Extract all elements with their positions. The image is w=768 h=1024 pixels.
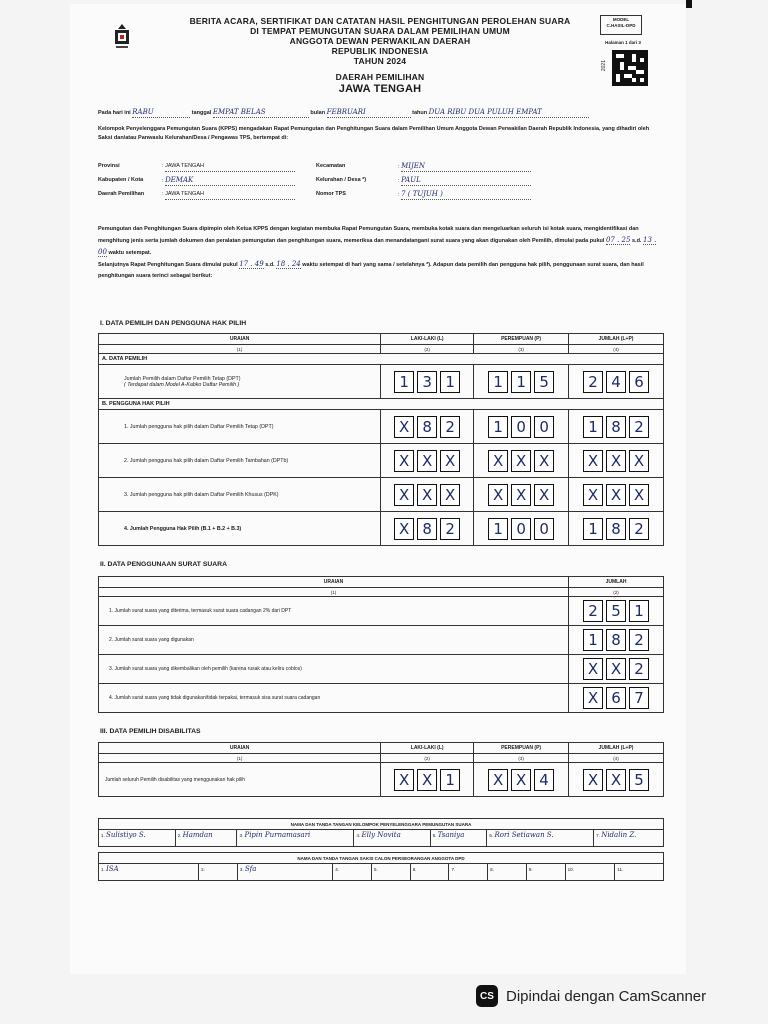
col-header: JUMLAH (L+P) xyxy=(569,334,664,345)
digit-cell[interactable]: 1 xyxy=(440,769,460,791)
tahun-label: tahun xyxy=(412,110,428,116)
section1-title: I. DATA PEMILIH DAN PENGGUNA HAK PILIH xyxy=(100,320,247,327)
slot-number: 6. xyxy=(412,867,417,872)
col-number: (2) xyxy=(569,588,664,597)
bulan-label: bulan xyxy=(310,110,326,116)
kpps-signature-title: NAMA DAN TANDA TANGAN KELOMPOK PENYELENGGARA PEMUNGUTAN SUARA xyxy=(99,819,664,830)
digit-cell[interactable]: X xyxy=(440,484,460,506)
digit-cell[interactable]: 2 xyxy=(440,416,460,438)
row-b1-label: 1. Jumlah pengguna hak pilih dalam Daftar Pemilih Tetap (DPT) xyxy=(99,410,381,444)
disabilitas-label: Jumlah seluruh Pemilih disabilitas yang menggunakan hak pilih xyxy=(99,763,381,797)
kpps-signature: Tsaniya xyxy=(437,831,465,839)
b3-l-cells xyxy=(384,484,470,506)
digit-cell[interactable]: X xyxy=(606,484,626,506)
dapil-field[interactable]: JAWA TENGAH xyxy=(165,190,295,200)
procedure-text-1: Pemungutan dan Penghitungan Suara dipimpin oleh Ketua KPPS dengan kegiatan membuka Rapat Pemungutan Suara, membuka kotak suara dan mengeluarkan seluruh isi kotak suara, mengidentifikasi dan menghitung jenis serta jumlah dokumen dan peralatan pemungutan dan penghitungan suara, memeriksa dan menandatangani surat suara yang akan digunakan oleh Pemilih, dimulai pada pukul xyxy=(98,226,639,244)
saksi-signature: ISA xyxy=(106,865,119,873)
saksi-signature-slot[interactable] xyxy=(615,864,664,881)
digit-cell[interactable]: X xyxy=(417,769,437,791)
section3-table xyxy=(98,742,664,797)
col-number: (2) xyxy=(381,345,474,354)
procedure-paragraph xyxy=(98,224,658,282)
digit-cell[interactable]: X xyxy=(606,450,626,472)
section2-title: II. DATA PENGGUNAAN SURAT SUARA xyxy=(100,561,227,568)
kecamatan-field[interactable]: MIJEN xyxy=(401,162,531,172)
intro-paragraph: Kelompok Penyelenggara Pemungutan Suara (KPPS) mengadakan Rapat Pemungutan dan Penghitungan Suara dalam Pemilihan Umum Anggota Dewan Perwakilan Daerah Republik Indonesia, yang dihadiri oleh Saksi dan/atau Panwaslu Kelurahan/Desa / Pengawas TPS, bertempat di: xyxy=(98,126,650,141)
saksi-signature: Sfa xyxy=(244,865,257,873)
digit-cell[interactable]: 2 xyxy=(629,629,649,651)
digit-cell[interactable]: 0 xyxy=(511,416,531,438)
slot-number: 9. xyxy=(528,867,533,872)
digit-cell[interactable]: X xyxy=(488,450,508,472)
model-code: C.HASIL-DPD xyxy=(606,23,636,28)
slot-number: 7. xyxy=(596,833,600,838)
disabilitas-p-cells xyxy=(477,769,565,791)
row-dpt-line2: ( Terdapat dalam Model A-Kabko Daftar Pemilih ) xyxy=(124,381,240,388)
kpps-signature: Pipin Purnamasari xyxy=(244,831,311,839)
digit-cell[interactable]: X xyxy=(488,769,508,791)
model-line: MODEL xyxy=(612,17,630,22)
digit-cell[interactable]: X xyxy=(534,484,554,506)
title-line: ANGGOTA DEWAN PERWAKILAN DAERAH xyxy=(289,36,471,46)
slot-number: 5. xyxy=(432,833,437,838)
digit-cell[interactable]: X xyxy=(583,769,603,791)
kpps-signature-slot[interactable] xyxy=(99,830,176,847)
digit-cell[interactable]: X xyxy=(629,484,649,506)
digit-cell[interactable]: 6 xyxy=(629,371,649,393)
digit-cell[interactable]: 1 xyxy=(629,600,649,622)
digit-cell[interactable]: 1 xyxy=(488,518,508,540)
col-header: URAIAN xyxy=(99,743,381,754)
slot-number: 4. xyxy=(335,867,340,872)
digit-cell[interactable]: 7 xyxy=(629,687,649,709)
digit-cell[interactable]: 2 xyxy=(583,371,603,393)
group-b-header: B. PENGGUNA HAK PILIH xyxy=(99,399,664,410)
b1-l-cells xyxy=(384,416,470,438)
saksi-signature-slot[interactable] xyxy=(488,864,527,881)
digit-cell[interactable]: X xyxy=(394,416,414,438)
col-number: (3) xyxy=(474,345,569,354)
row-dpt-line1: Jumlah Pemilih dalam Daftar Pemilih Tetap (DPT) xyxy=(124,375,241,382)
procedure-start-time-2[interactable]: 17 . 49 xyxy=(239,260,264,268)
slot-number: 2. xyxy=(177,833,182,838)
form-title xyxy=(180,16,580,96)
saksi-signature-slot[interactable] xyxy=(372,864,411,881)
digit-cell[interactable]: 3 xyxy=(417,371,437,393)
digit-cell[interactable]: X xyxy=(606,769,626,791)
dpt-p-cells xyxy=(477,371,565,393)
disabilitas-j-cells xyxy=(572,769,660,791)
digit-cell[interactable]: 2 xyxy=(440,518,460,540)
digit-cell[interactable]: X xyxy=(511,450,531,472)
slot-number: 6. xyxy=(489,833,494,838)
digit-cell[interactable]: 0 xyxy=(534,416,554,438)
col-header: PEREMPUAN (P) xyxy=(474,743,569,754)
saksi-signature-title: NAMA DAN TANDA TANGAN SAKSI CALON PERSEORANGAN ANGGOTA DPD xyxy=(99,853,664,864)
dapil-label: Daerah Pemilihan xyxy=(98,191,145,197)
col-number: (1) xyxy=(99,754,381,763)
kelurahan-label: Kelurahan / Desa *) xyxy=(316,177,367,183)
digit-cell[interactable]: X xyxy=(583,658,603,680)
col-header: JUMLAH xyxy=(569,577,664,588)
b4-p-cells xyxy=(477,518,565,540)
saksi-signature-slot[interactable] xyxy=(333,864,372,881)
section1-table xyxy=(98,333,664,546)
digit-cell[interactable]: 0 xyxy=(511,518,531,540)
col-number: (3) xyxy=(474,754,569,763)
b3-j-cells xyxy=(572,484,660,506)
digit-cell[interactable]: 4 xyxy=(534,769,554,791)
slot-number: 3. xyxy=(239,833,244,838)
digit-cell[interactable]: X xyxy=(606,658,626,680)
kpps-signature: Nidalin Z. xyxy=(601,831,637,839)
digit-cell[interactable]: 1 xyxy=(488,416,508,438)
digit-cell[interactable]: 0 xyxy=(534,518,554,540)
b2-l-cells xyxy=(384,450,470,472)
slot-number: 3. xyxy=(239,867,244,872)
tanggal-label: tanggal xyxy=(191,110,212,116)
row-b2-label: 2. Jumlah pengguna hak pilih dalam Daftar Pemilih Tambahan (DPTb) xyxy=(99,444,381,478)
digit-cell[interactable]: 2 xyxy=(629,658,649,680)
digit-cell[interactable]: X xyxy=(511,769,531,791)
kelurahan-field[interactable]: PAUL xyxy=(401,176,531,186)
digit-cell[interactable]: X xyxy=(629,450,649,472)
saksi-signature-slot[interactable] xyxy=(199,864,238,881)
digit-cell[interactable]: X xyxy=(534,450,554,472)
kpps-signature: Rori Setiawan S. xyxy=(494,831,554,839)
digit-cell[interactable]: 5 xyxy=(629,769,649,791)
col-header: PEREMPUAN (P) xyxy=(474,334,569,345)
slot-number: 5. xyxy=(374,867,378,872)
digit-cell[interactable]: 5 xyxy=(606,600,626,622)
kabupaten-field[interactable]: DEMAK xyxy=(165,176,295,186)
hari-field[interactable]: RABU xyxy=(132,108,190,118)
slot-number: 2. xyxy=(201,867,205,872)
surat-row-label: 2. Jumlah surat suara yang digunakan xyxy=(99,626,569,655)
digit-cell[interactable]: 1 xyxy=(583,416,603,438)
digit-cell[interactable]: 8 xyxy=(606,416,626,438)
section3-title: III. DATA PEMILIH DISABILITAS xyxy=(100,728,201,735)
provinsi-field[interactable]: JAWA TENGAH xyxy=(165,162,295,172)
procedure-text-2: Selanjutnya Rapat Penghitungan Suara dimulai pukul xyxy=(98,262,238,268)
digit-cell[interactable]: X xyxy=(440,450,460,472)
digit-cell[interactable]: 2 xyxy=(629,518,649,540)
row-b3-label: 3. Jumlah pengguna hak pilih dalam Daftar Pemilih Khusus (DPK) xyxy=(99,478,381,512)
title-line: BERITA ACARA, SERTIFIKAT DAN CATATAN HASIL PENGHITUNGAN PEROLEHAN SUARA xyxy=(189,16,571,26)
col-header: JUMLAH (L+P) xyxy=(569,743,664,754)
kabupaten-label: Kabupaten / Kota xyxy=(98,177,144,183)
digit-cell[interactable]: 2 xyxy=(583,600,603,622)
slot-number: 1. xyxy=(101,833,105,838)
digit-cell[interactable]: 1 xyxy=(488,371,508,393)
col-number: (1) xyxy=(99,588,569,597)
procedure-sd-1: s.d. xyxy=(631,238,642,244)
digit-cell[interactable]: 6 xyxy=(606,687,626,709)
digit-cell[interactable]: 5 xyxy=(534,371,554,393)
tps-field[interactable]: 7 ( TUJUH ) xyxy=(401,190,531,200)
kpps-signature-table xyxy=(98,818,664,847)
kpps-signature-slot[interactable] xyxy=(175,830,237,847)
kpps-signature: Sulistiyo S. xyxy=(106,831,146,839)
surat-row-cells xyxy=(572,600,660,622)
b1-j-cells xyxy=(572,416,660,438)
row-b4-label: 4. Jumlah Pengguna Hak Pilih (B.1 + B.2 + B.3) xyxy=(99,512,381,546)
kecamatan-label: Kecamatan xyxy=(316,163,346,169)
procedure-tail-2: waktu setempat di hari yang sama / setelahnya *). Adapun data pemilih dan pengguna hak pilih, penggunaan surat suara, dan hasil penghitungan suara terinci sebagai berikut: xyxy=(98,262,644,279)
slot-number: 7. xyxy=(451,867,456,872)
saksi-signature-slot[interactable] xyxy=(449,864,488,881)
b2-j-cells xyxy=(572,450,660,472)
slot-number: 1. xyxy=(101,867,105,872)
daerah-value: JAWA TENGAH xyxy=(338,83,422,95)
title-line: REPUBLIK INDONESIA xyxy=(331,46,429,56)
b1-p-cells xyxy=(477,416,565,438)
title-line: DI TEMPAT PEMUNGUTAN SUARA DALAM PEMILIHAN UMUM xyxy=(250,26,510,36)
b4-l-cells xyxy=(384,518,470,540)
digit-cell[interactable]: 1 xyxy=(583,518,603,540)
bulan-field[interactable]: FEBRUARI xyxy=(327,108,411,118)
col-header: LAKI-LAKI (L) xyxy=(381,743,474,754)
kpps-signature: Hamdan xyxy=(182,831,213,839)
section2-table xyxy=(98,576,664,713)
saksi-signature-slot[interactable] xyxy=(410,864,449,881)
camscanner-text: Dipindai dengan CamScanner xyxy=(506,987,707,1005)
slot-number: 8. xyxy=(490,867,494,872)
surat-row-cells xyxy=(572,687,660,709)
digit-cell[interactable]: 1 xyxy=(583,629,603,651)
dpt-j-cells xyxy=(572,371,660,393)
row-dpt-label xyxy=(99,365,381,399)
digit-cell[interactable]: X xyxy=(417,484,437,506)
digit-cell[interactable]: 1 xyxy=(440,371,460,393)
digit-cell[interactable]: X xyxy=(394,450,414,472)
kpps-signature-slot[interactable] xyxy=(237,830,354,847)
slot-number: 11. xyxy=(617,867,624,872)
camscanner-watermark xyxy=(476,980,756,1012)
digit-cell[interactable]: 8 xyxy=(417,518,437,540)
slot-number: 4. xyxy=(356,833,361,838)
model-badge xyxy=(600,15,642,35)
procedure-tail-1: waktu setempat. xyxy=(108,250,152,256)
procedure-end-time-1[interactable]: 13 . 00 xyxy=(98,236,657,256)
qr-code-icon xyxy=(612,50,648,86)
b4-j-cells xyxy=(572,518,660,540)
hari-label: Pada hari ini xyxy=(98,110,131,116)
digit-cell[interactable]: 1 xyxy=(511,371,531,393)
tanggal-field[interactable]: EMPAT BELAS xyxy=(213,108,309,118)
col-number: (1) xyxy=(99,345,381,354)
group-a-header: A. DATA PEMILIH xyxy=(99,354,664,365)
b2-p-cells xyxy=(477,450,565,472)
digit-cell[interactable]: X xyxy=(394,769,414,791)
page-indicator: Halaman 1 dari 3 xyxy=(605,40,641,45)
date-line xyxy=(98,108,658,118)
kpps-signature: Elly Novita xyxy=(361,831,401,839)
procedure-sd-2: s.d. xyxy=(265,262,275,268)
col-header: LAKI-LAKI (L) xyxy=(381,334,474,345)
saksi-signature-slot[interactable] xyxy=(526,864,565,881)
digit-cell[interactable]: X xyxy=(511,484,531,506)
procedure-start-time-1[interactable]: 07 . 25 xyxy=(605,236,631,244)
surat-row-label: 1. Jumlah surat suara yang diterima, termasuk surat suara cadangan 2% dari DPT xyxy=(99,597,569,626)
saksi-signature-slot[interactable] xyxy=(565,864,615,881)
saksi-signature-table xyxy=(98,852,664,881)
digit-cell[interactable]: X xyxy=(394,518,414,540)
saksi-signature-slot[interactable] xyxy=(237,864,332,881)
side-code: 2021 xyxy=(601,60,607,72)
digit-cell[interactable]: 8 xyxy=(606,629,626,651)
surat-row-cells xyxy=(572,629,660,651)
daerah-label: DAERAH PEMILIHAN xyxy=(335,72,425,82)
dpt-l-cells xyxy=(384,371,470,393)
digit-cell[interactable]: X xyxy=(583,450,603,472)
slot-number: 10. xyxy=(567,867,574,872)
digit-cell[interactable]: X xyxy=(583,687,603,709)
kpps-signature-slot[interactable] xyxy=(430,830,487,847)
digit-cell[interactable]: 1 xyxy=(394,371,414,393)
kpps-signature-slot[interactable] xyxy=(354,830,430,847)
surat-row-cells xyxy=(572,658,660,680)
digit-cell[interactable]: 4 xyxy=(606,371,626,393)
procedure-end-time-2[interactable]: 18 . 24 xyxy=(276,260,301,268)
digit-cell[interactable]: X xyxy=(417,450,437,472)
col-header: URAIAN xyxy=(99,334,381,345)
col-number: (2) xyxy=(381,754,474,763)
col-number: (4) xyxy=(569,754,664,763)
surat-row-label: 3. Jumlah surat suara yang dikembalikan oleh pemilih (karena rusak atau keliru coblos) xyxy=(99,655,569,684)
scan-corner-mark xyxy=(686,0,692,8)
provinsi-label: Provinsi xyxy=(98,163,120,169)
kpps-signature-slot[interactable] xyxy=(594,830,664,847)
kpps-signature-slot[interactable] xyxy=(487,830,594,847)
digit-cell[interactable]: X xyxy=(394,484,414,506)
camscanner-logo-icon: CS xyxy=(476,985,498,1007)
tahun-field[interactable]: DUA RIBU DUA PULUH EMPAT xyxy=(429,108,589,118)
surat-row-label: 4. Jumlah surat suara yang tidak digunakan/tidak terpakai, termasuk sisa surat suara cadangan xyxy=(99,684,569,713)
kpu-logo-icon xyxy=(112,24,132,50)
digit-cell[interactable]: X xyxy=(488,484,508,506)
digit-cell[interactable]: 2 xyxy=(629,416,649,438)
digit-cell[interactable]: 8 xyxy=(606,518,626,540)
tps-label: Nomor TPS xyxy=(316,191,346,197)
digit-cell[interactable]: 8 xyxy=(417,416,437,438)
title-line: TAHUN 2024 xyxy=(353,56,407,66)
digit-cell[interactable]: X xyxy=(583,484,603,506)
location-block: Provinsi : JAWA TENGAH Kabupaten / Kota : DEMAK Daerah Pemilihan : JAWA TENGAH Kecamatan : MIJEN Kelurahan / Desa *) : PAUL Nomor TPS : 7 ( TUJUH ) xyxy=(98,162,658,202)
disabilitas-l-cells xyxy=(384,769,470,791)
col-header: URAIAN xyxy=(99,577,569,588)
b3-p-cells xyxy=(477,484,565,506)
col-number: (4) xyxy=(569,345,664,354)
saksi-signature-slot[interactable] xyxy=(99,864,199,881)
